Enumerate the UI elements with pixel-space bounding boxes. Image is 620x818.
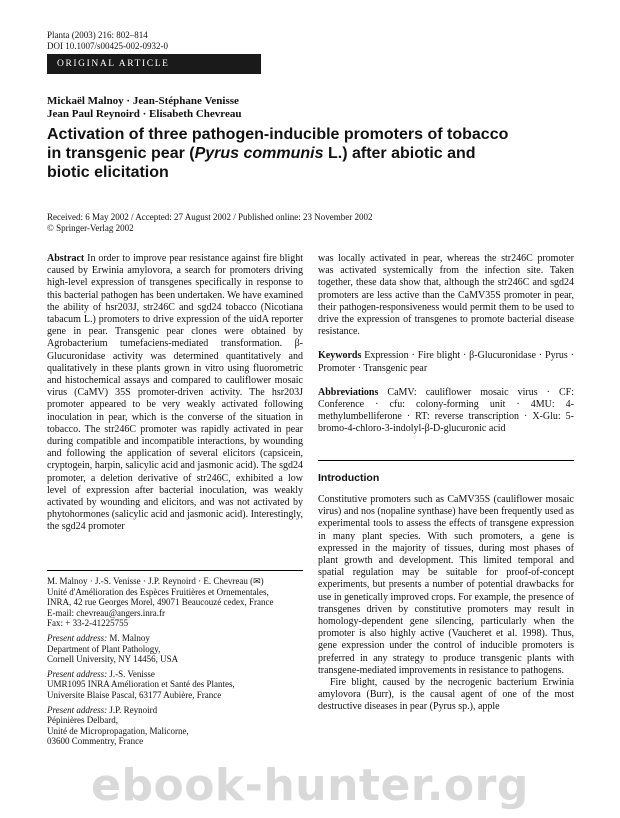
footnote-affiliation-2: INRA, 42 rue Georges Morel, 49071 Beaucouzé cedex, France <box>47 597 274 608</box>
footnote-email: E-mail: chevreau@angers.inra.fr <box>47 607 165 618</box>
title-part-2: L.) after abiotic and biotic elicitation <box>47 145 476 181</box>
title-part-1: Activation of three pathogen-inducible promoters of tobacco in transgenic pear ( <box>47 126 509 162</box>
present-address-1-line-2: Cornell University, NY 14456, USA <box>47 654 179 665</box>
present-address-2-name: J.-S. Venisse <box>109 668 155 679</box>
abstract-label: Abstract <box>47 253 85 264</box>
introduction-heading: Introduction <box>318 472 380 484</box>
journal-header <box>47 30 168 52</box>
author-line-1: Mickaël Malnoy · Jean-Stéphane Venisse <box>47 95 239 107</box>
title-species: Pyrus communis <box>194 145 324 162</box>
abbreviations-label: Abbreviations <box>318 386 379 398</box>
present-address-1-name: M. Malnoy <box>109 632 150 643</box>
present-address-3-line-1: Pépinières Delbard, <box>47 715 118 726</box>
journal-doi: DOI 10.1007/s00425-002-0932-0 <box>47 41 168 51</box>
article-dates <box>47 212 372 234</box>
present-address-label: Present address: <box>47 668 108 679</box>
author-list <box>47 95 241 121</box>
abstract-text: In order to improve pear resistance against fire blight caused by Erwinia amylovora, a search for promoters driving high-level expression of transgenes specifically in response to this bacterial pathogen has been undertaken. We have examined the ability of hsr203J, str246C and sgd24 tobacco (Nicotiana tabacum L.) promoters to drive expression of the uidA reporter gene in pear. Transgenic pear clones were obtained by Agrobacterium tumefaciens-mediated transformation. β-Glucuronidase activity was determined quantitatively and qualitatively in these plants grown in vitro using fluorometric and histochemical assays and compared to cauliflower mosaic virus (CaMV) 35S promoter-driven activity. The hsr203J promoter appeared to be very weakly activated following inoculation in pear, which is the converse of the situation in tobacco. The str246C promoter was rapidly activated in pear during compatible and incompatible interactions, by wounding and following the application of several elicitors (capsicein, cryptogein, harpin, salicylic acid and jasmonic acid). The sgd24 promoter, a deletion derivative of str246C, exhibited a low level of expression after bacterial inoculation, was weakly activated by wounding and elicitors, and was not activated by phytohormones (salicylic acid and jasmonic acid). Interestingly, the sgd24 promoter <box>47 253 304 533</box>
present-address-label: Present address: <box>47 632 108 643</box>
keywords-text: Expression · Fire blight · β-Glucuronidase · Pyrus · Promoter · Transgenic pear <box>318 350 575 374</box>
copyright-line: © Springer-Verlag 2002 <box>47 223 134 233</box>
intro-paragraph-2: Fire blight, caused by the necrogenic bacterium Erwinia amylovora (Burr), is the causal agent of one of the most destructive diseases in pear (Pyrus sp.), apple <box>318 677 574 713</box>
author-footnote <box>47 576 303 751</box>
author-line-2: Jean Paul Reynoird · Elisabeth Chevreau <box>47 108 242 120</box>
present-address-3-line-2: Unité de Micropropagation, Malicorne, <box>47 725 189 736</box>
present-address-3-name: J.P. Reynoird <box>109 704 158 715</box>
present-address-3-line-3: 03600 Commentry, France <box>47 736 144 747</box>
abstract <box>47 253 303 534</box>
footnote-affiliation-1: Unité d'Amélioration des Espèces Fruitières et Ornementales, <box>47 586 269 597</box>
keywords-label: Keywords <box>318 350 362 362</box>
present-address-2-line-2: Universite Blaise Pascal, 63177 Aubière, France <box>47 689 222 700</box>
present-address-label: Present address: <box>47 704 108 715</box>
present-address-1-line-1: Department of Plant Pathology, <box>47 643 161 654</box>
introduction-body <box>318 494 574 714</box>
abbreviations-text: CaMV: cauliflower mosaic virus · CF: Conference · cfu: colony-forming unit · 4MU: 4-methylumbelliferone · RT: reverse transcription · X-Glu: 5-bromo-4-chloro-3-indolyl-β-D-glucuronic acid <box>318 386 574 435</box>
present-address-2-line-1: UMR1095 INRA Amélioration et Santé des Plantes, <box>47 679 235 690</box>
journal-citation: Planta (2003) 216: 802–814 <box>47 30 148 40</box>
right-column-front <box>318 253 574 436</box>
footnote-rule <box>47 570 303 571</box>
footnote-authors: M. Malnoy · J.-S. Venisse · J.P. Reynoird · E. Chevreau (✉) <box>47 576 264 586</box>
article-title <box>47 125 517 182</box>
abstract-continued: was locally activated in pear, whereas the str246C promoter was activated systemically from the infection site. Taken together, these data show that, although the str246C and sgd24 promoters are less active than the CaMV35S promoter in pear, their pathogen-responsiveness would permit them to be used to drive the expression of transgenes to promote bacterial disease resistance. <box>318 253 574 338</box>
section-divider <box>318 460 574 461</box>
intro-paragraph-1: Constitutive promoters such as CaMV35S (cauliflower mosaic virus) and nos (nopaline synthase) have been frequently used as experimental tools to assess the effects of transgene expression in many plant species. With such promoters, a gene is expressed in the majority of tissues, during most phases of plant growth and development. This limited temporal and spatial regulation may be suitable for proof-of-concept experiments, but presents a number of potential drawbacks for use in genetically improved crops. For example, the presence of transgenes driven by constitutive promoters may result in homology-dependent gene silencing, particularly when the promoter is also highly active (Vaucheret et al. 1998). Thus, gene expression under the control of inducible promoters is preferred in any strategy to produce transgenic plants with transgene-mediated improvements in resistance to pathogens. <box>318 494 574 676</box>
watermark: ebook-hunter.org <box>91 760 529 811</box>
article-type-badge: ORIGINAL ARTICLE <box>47 54 261 74</box>
dates-line-1: Received: 6 May 2002 / Accepted: 27 August 2002 / Published online: 23 November 2002 <box>47 212 373 222</box>
footnote-fax: Fax: + 33-2-41225755 <box>47 618 129 629</box>
